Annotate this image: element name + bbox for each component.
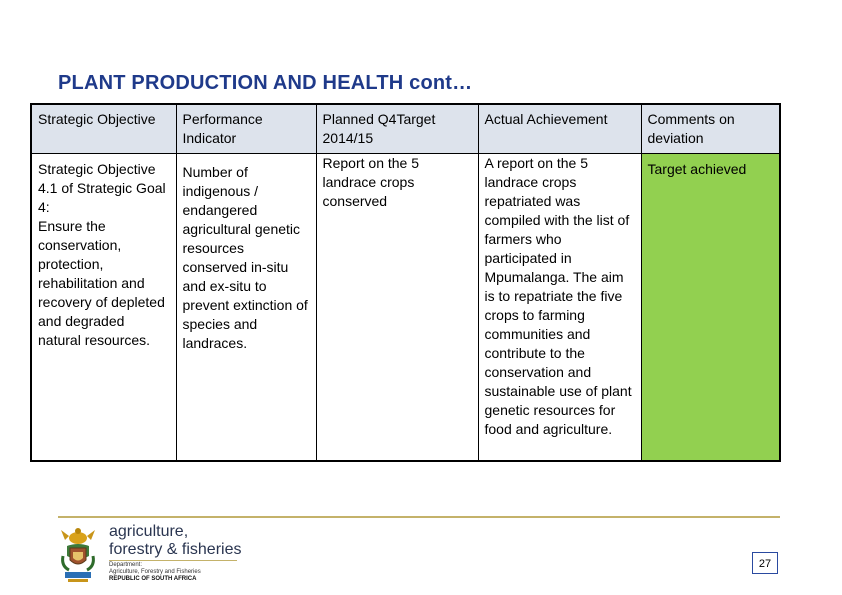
header-comments-on-deviation: Comments on deviation (641, 104, 780, 154)
header-strategic-objective: Strategic Objective (31, 104, 176, 154)
comment-text: Target achieved (647, 161, 747, 177)
department-name: Agriculture, Forestry and Fisheries (109, 569, 201, 575)
cell-planned-target (316, 154, 478, 461)
header-actual-achievement: Actual Achievement (478, 104, 641, 154)
page-number: 27 (752, 552, 778, 574)
coat-of-arms-icon (55, 522, 101, 586)
cell-strategic-objective (31, 154, 176, 461)
indicator-text: Number of indigenous / endangered agricultural genetic resources conserved in-situ and ex-situ to prevent extinction of species and landraces. (182, 164, 308, 351)
brand-line-1: agriculture, (109, 523, 189, 540)
table-header-row (31, 104, 780, 154)
objective-title: Strategic Objective 4.1 of Strategic Goal 4: (38, 161, 166, 215)
header-performance-indicator: Performance Indicator (176, 104, 316, 154)
department-label: Department: (109, 562, 143, 568)
cell-actual-achievement (478, 154, 641, 461)
cell-performance-indicator (176, 154, 316, 461)
performance-table (30, 103, 781, 462)
header-planned-target: Planned Q4Target 2014/15 (316, 104, 478, 154)
cell-comments-on-deviation (641, 154, 780, 461)
country-name: REPUBLIC OF SOUTH AFRICA (109, 576, 197, 582)
actual-text: A report on the 5 landrace crops repatriated was compiled with the list of farmers who participated in Mpumalanga. The aim is to repatriate the five crops to farming communities and contribute to the conservation and sustainable use of plant genetic resources for food and agriculture. (484, 155, 632, 437)
objective-text: Ensure the conservation, protection, rehabilitation and recovery of depleted and degraded natural resources. (38, 218, 165, 348)
brand-line-2: forestry & fisheries (109, 541, 242, 558)
table-row (31, 154, 780, 461)
footer-divider (58, 516, 780, 518)
page-title: PLANT PRODUCTION AND HEALTH cont… (58, 72, 473, 94)
logo-divider (109, 560, 237, 561)
planned-text: Report on the 5 landrace crops conserved (322, 155, 420, 209)
department-logo (55, 522, 255, 586)
